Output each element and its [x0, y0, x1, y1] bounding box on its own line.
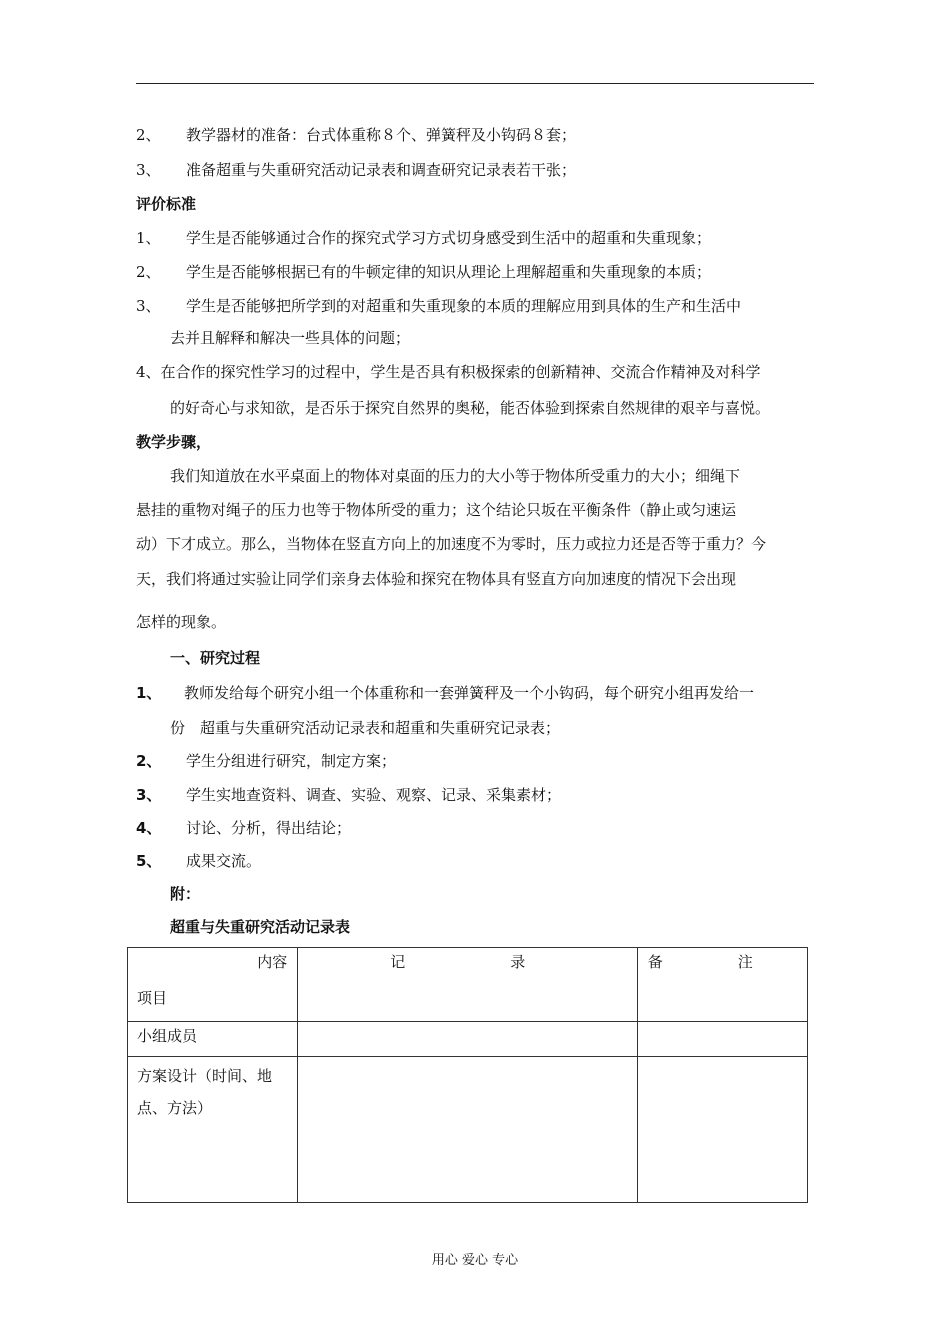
- row-plan-label-cell: [128, 1057, 298, 1203]
- eval-item-3-continuation: 去并且解释和解决一些具体的问题；: [170, 329, 411, 347]
- row-plan-label-line-2: 点、方法）: [137, 1099, 213, 1117]
- research-heading: 一、研究过程: [170, 649, 261, 667]
- header-record-label: 记 录: [390, 953, 526, 971]
- header-rule: [136, 83, 814, 84]
- research-item-3: [136, 785, 561, 805]
- table-title: 超重与失重研究活动记录表: [170, 918, 351, 936]
- eval-item-1-text: 学生是否能够通过合作的探究式学习方式切身感受到生活中的超重和失重现象；: [186, 229, 712, 247]
- research-item-5-number: 5、: [136, 852, 162, 870]
- eval-item-4-continuation: 的好奇心与求知欲，是否乐于探究自然界的奥秘，能否体验到探索自然规律的艰辛与喜悦。: [170, 399, 771, 417]
- prep-item-2-number: 2、: [136, 126, 161, 144]
- steps-paragraph-line-2: 悬挂的重物对绳子的压力也等于物体所受的重力；这个结论只坂在平衡条件（静止或匀速运: [136, 501, 737, 519]
- eval-heading: 评价标准: [136, 195, 197, 213]
- research-item-3-text: 学生实地查资料、调查、实验、观察、记录、采集素材；: [186, 786, 562, 804]
- research-item-2-number: 2、: [136, 752, 162, 770]
- header-item-label: 项目: [137, 989, 168, 1007]
- research-item-4-text: 讨论、分析，得出结论；: [186, 819, 352, 837]
- row-members-record-cell: [298, 1022, 637, 1057]
- row-members-label-cell: [128, 1022, 298, 1057]
- steps-heading: 教学步骤，: [136, 433, 212, 451]
- research-item-4-number: 4、: [136, 819, 162, 837]
- row-members-note-cell: [637, 1022, 807, 1057]
- eval-item-1: [136, 228, 711, 248]
- eval-item-2-number: 2、: [136, 263, 161, 281]
- research-item-4: [136, 818, 351, 838]
- header-record-cell: [298, 948, 637, 1022]
- appendix-label: 附：: [170, 885, 201, 903]
- table-header-row: [128, 948, 808, 1022]
- row-plan-label-line-1: 方案设计（时间、地: [137, 1067, 273, 1085]
- header-content-item-cell: [128, 948, 298, 1022]
- steps-paragraph-line-1: 我们知道放在水平桌面上的物体对桌面的压力的大小等于物体所受重力的大小；细绳下: [170, 467, 741, 485]
- eval-item-2: [136, 262, 711, 282]
- prep-item-2-text: 教学器材的准备：台式体重称８个、弹簧秤及小钩码８套；: [186, 126, 577, 144]
- eval-item-2-text: 学生是否能够根据已有的牛顿定律的知识从理论上理解超重和失重现象的本质；: [186, 263, 712, 281]
- header-content-label: 内容: [257, 953, 288, 971]
- research-item-2-text: 学生分组进行研究，制定方案；: [186, 752, 397, 770]
- eval-item-1-number: 1、: [136, 229, 161, 247]
- record-table: [127, 947, 808, 1203]
- eval-item-4: 4、在合作的探究性学习的过程中，学生是否具有积极探索的创新精神、交流合作精神及对科学: [136, 363, 761, 381]
- prep-item-3: [136, 160, 576, 180]
- research-item-1: [136, 683, 754, 703]
- prep-item-3-text: 准备超重与失重研究活动记录表和调查研究记录表若干张；: [186, 161, 577, 179]
- row-plan-record-cell: [298, 1057, 637, 1203]
- research-item-1-number: 1、: [136, 684, 162, 702]
- research-item-1-text: 教师发给每个研究小组一个体重称和一套弹簧秤及一个小钩码，每个研究小组再发给一: [184, 684, 755, 702]
- research-item-2: [136, 751, 396, 771]
- eval-item-3: [136, 296, 741, 316]
- research-item-5: [136, 851, 261, 871]
- steps-paragraph-line-4: 天，我们将通过实验让同学们亲身去体验和探究在物体具有竖直方向加速度的情况下会出现: [136, 570, 737, 588]
- eval-item-3-number: 3、: [136, 297, 161, 315]
- table-row: [128, 1022, 808, 1057]
- page-footer: 用心 爱心 专心: [431, 1253, 519, 1268]
- prep-item-2: [136, 125, 576, 145]
- research-item-1-continuation: 份 超重与失重研究活动记录表和超重和失重研究记录表；: [170, 719, 561, 737]
- eval-item-3-text: 学生是否能够把所学到的对超重和失重现象的本质的理解应用到具体的生产和生活中: [186, 297, 742, 315]
- row-members-label: 小组成员: [137, 1027, 198, 1045]
- table-row: [128, 1057, 808, 1203]
- prep-item-3-number: 3、: [136, 161, 161, 179]
- steps-paragraph-line-3: 动）下才成立。那么，当物体在竖直方向上的加速度不为零时，压力或拉力还是否等于重力？今: [136, 535, 767, 553]
- header-note-label: 备 注: [647, 953, 753, 971]
- header-note-cell: [637, 948, 807, 1022]
- row-plan-note-cell: [637, 1057, 807, 1203]
- research-item-5-text: 成果交流。: [186, 852, 262, 870]
- research-item-3-number: 3、: [136, 786, 162, 804]
- steps-paragraph-line-5: 怎样的现象。: [136, 613, 227, 631]
